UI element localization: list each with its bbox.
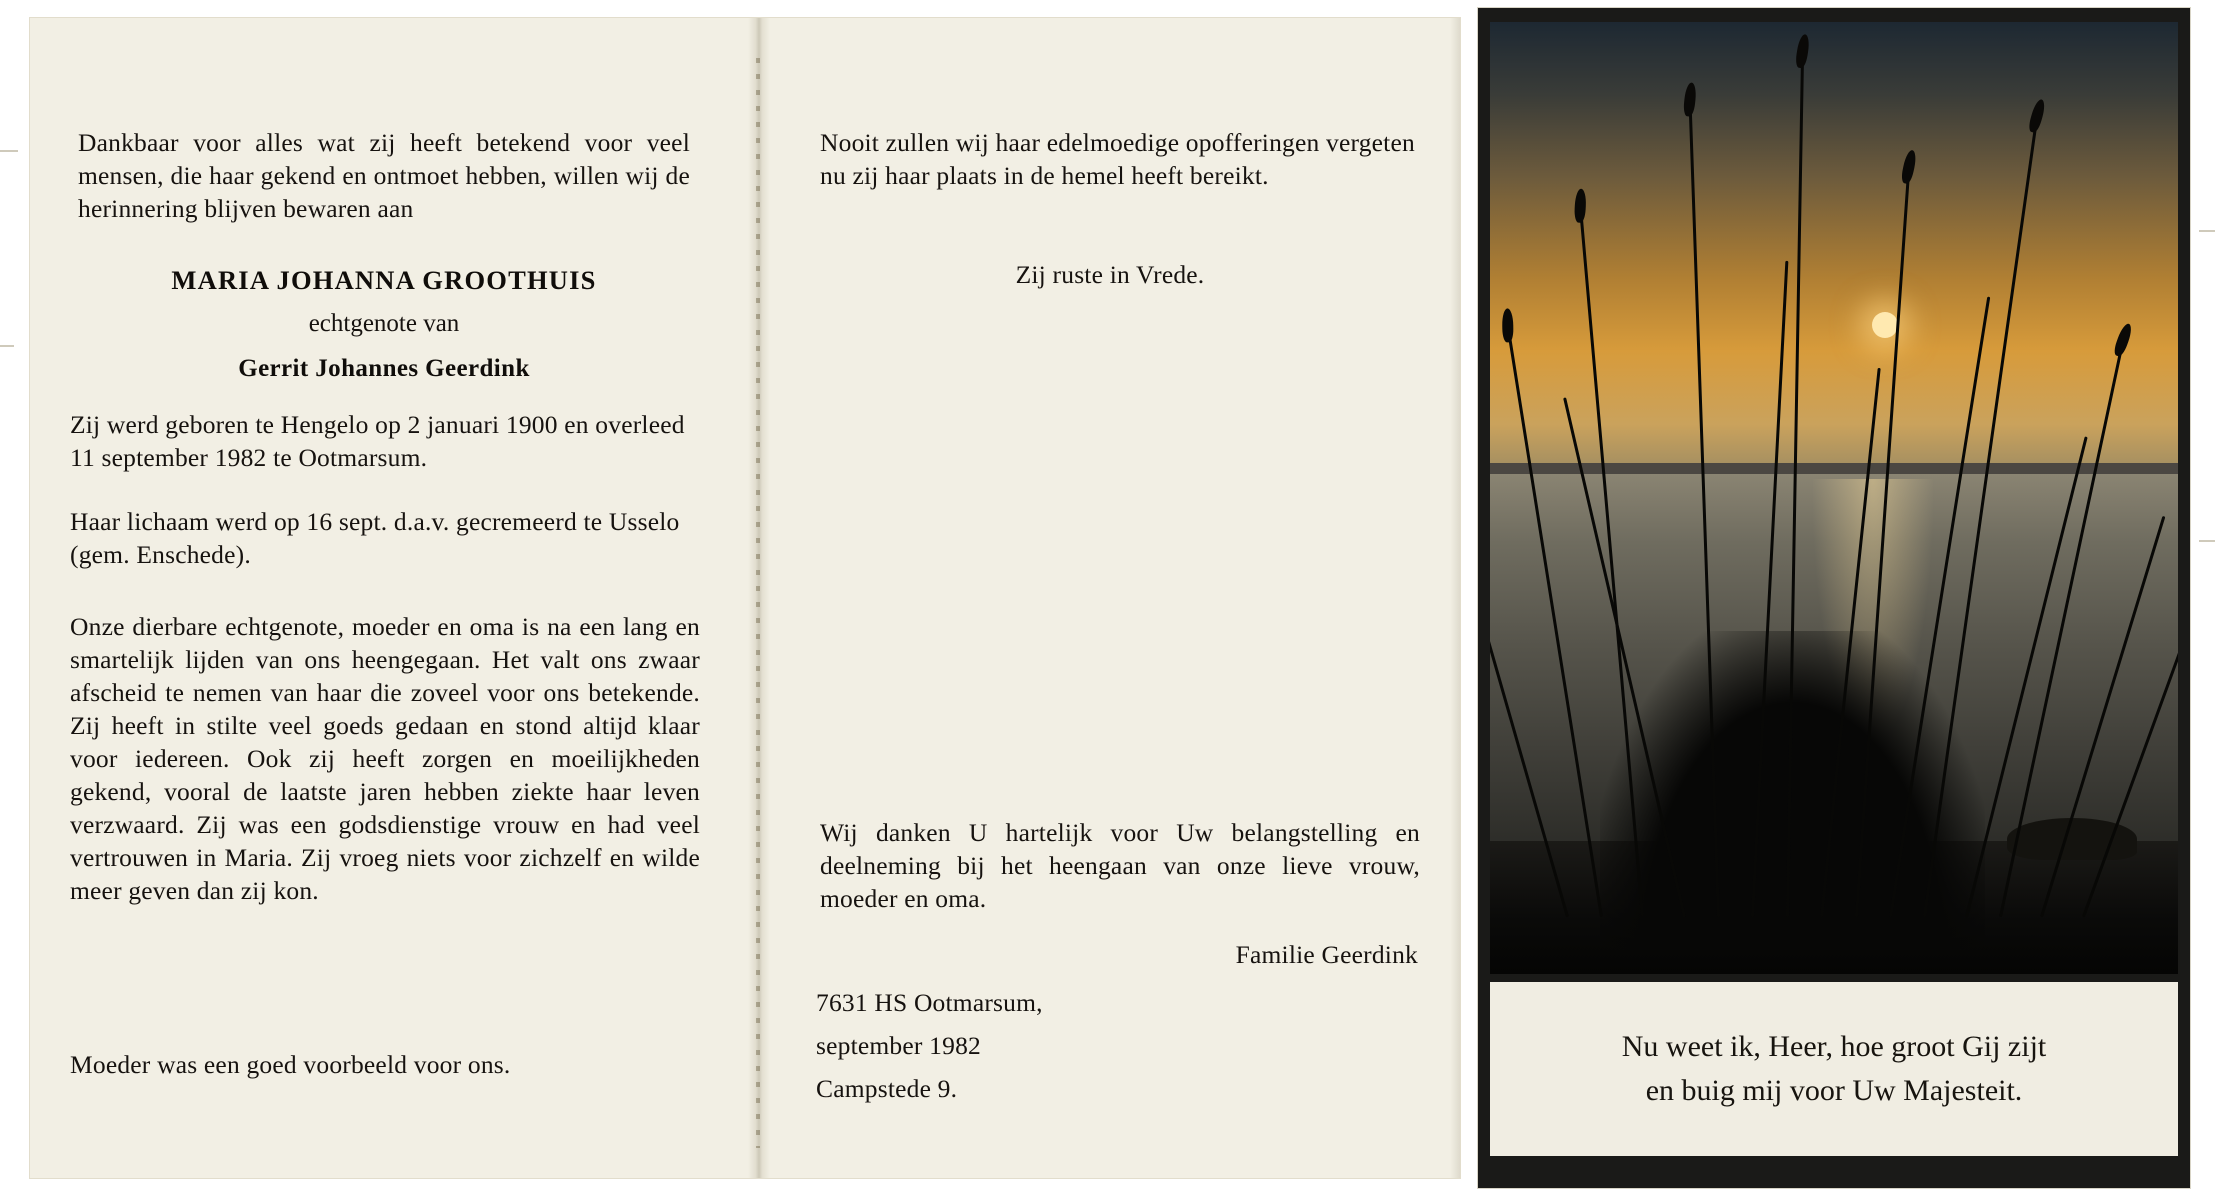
card-fold-perforation xyxy=(756,58,760,1148)
reed-stalk xyxy=(1889,296,1990,917)
reed-stalk xyxy=(1923,125,2037,917)
reed-stalk xyxy=(1820,368,1881,917)
caption-line-2: en buig mij voor Uw Majesteit. xyxy=(1645,1074,2023,1107)
reed-stalk xyxy=(1508,334,1603,917)
reed-head xyxy=(1900,149,1918,185)
card-page-left xyxy=(30,18,748,1178)
spouse-name: Gerrit Johannes Geerdink xyxy=(238,355,530,382)
deceased-name: MARIA JOHANNA GROOTHUIS xyxy=(171,265,597,295)
reed-head xyxy=(2112,322,2134,358)
memorial-card-photo-panel xyxy=(1478,8,2190,1188)
address-line-1: 7631 HS Ootmarsum, xyxy=(816,988,1043,1017)
reed-head xyxy=(1574,189,1587,224)
caption-line-1: Nu weet ik, Heer, hoe groot Gij zijt xyxy=(1621,1030,2047,1063)
intro-paragraph: Dankbaar voor alles wat zij heeft betekend voor veel mensen, die haar gekend en ontmoet hebben, willen wij de herinnering blijven bewaren aan xyxy=(78,128,690,223)
reed-stalk xyxy=(1689,108,1720,917)
reeds-group xyxy=(1490,22,2178,974)
scan-edge-mark xyxy=(2199,230,2215,232)
reed-stalk xyxy=(1855,176,1910,917)
address-line-2: september 1982 xyxy=(816,1031,981,1060)
top-paragraph: Nooit zullen wij haar edelmoedige opofferingen vergeten nu zij haar plaats in de hemel heeft bereikt. xyxy=(820,128,1415,190)
reed-head xyxy=(1794,34,1810,69)
card-fold-shadow xyxy=(748,18,770,1178)
reed-stalk xyxy=(1490,550,1569,917)
reed-stalk xyxy=(1580,215,1644,917)
scan-edge-mark xyxy=(2199,540,2215,542)
tribute-paragraph: Onze dierbare echtgenote, moeder en oma is na een lang en smartelijk lijden van ons heengegaan. Het valt ons zwaar afscheid te nemen van haar die zoveel voor ons betekende. Zij heeft in stilte veel goeds gedaan en stond altijd klaar voor iedereen. Ook zij heeft zorgen en moeilijkheden gekend, vooral de laatste jaren hebben ziekte haar leven verzwaard. Zij was een godsdienstige vrouw en had veel vertrouwen in Maria. Zij vroeg niets voor zichzelf en wilde meer geven dan zij kon. xyxy=(70,612,700,905)
reed-stalk xyxy=(1751,261,1788,917)
reed-head xyxy=(1502,308,1514,342)
reed-stalk xyxy=(1563,397,1686,917)
card-page-right xyxy=(770,18,1460,1178)
reed-head xyxy=(1683,82,1697,117)
birth-death-paragraph: Zij werd geboren te Hengelo op 2 januari 1900 en overleed 11 september 1982 te Ootmarsum. xyxy=(70,410,685,472)
address-line-3: Campstede 9. xyxy=(816,1074,958,1103)
thanks-paragraph: Wij danken U hartelijk voor Uw belangstelling en deelneming bij het heengaan van onze lieve vrouw, moeder en oma. xyxy=(820,818,1420,913)
rest-in-peace-line: Zij ruste in Vrede. xyxy=(1015,260,1205,289)
cremation-paragraph: Haar lichaam werd op 16 sept. d.a.v. gecremeerd te Usselo (gem. Enschede). xyxy=(70,507,680,569)
reed-stalk xyxy=(1999,349,2123,918)
scan-edge-mark xyxy=(0,150,18,152)
reed-stalk xyxy=(1786,60,1804,917)
family-signature: Familie Geerdink xyxy=(1235,940,1418,969)
sunset-over-water-with-reeds-photo xyxy=(1490,22,2178,974)
relation-label: echtgenote van xyxy=(308,310,460,337)
reed-head xyxy=(2028,98,2048,134)
reed-stalk xyxy=(2082,612,2178,917)
memorial-card-text-panel xyxy=(30,18,1460,1178)
closing-line: Moeder was een goed voorbeeld voor ons. xyxy=(70,1050,511,1079)
photo-caption xyxy=(1490,982,2178,1156)
scan-edge-mark xyxy=(0,345,14,347)
